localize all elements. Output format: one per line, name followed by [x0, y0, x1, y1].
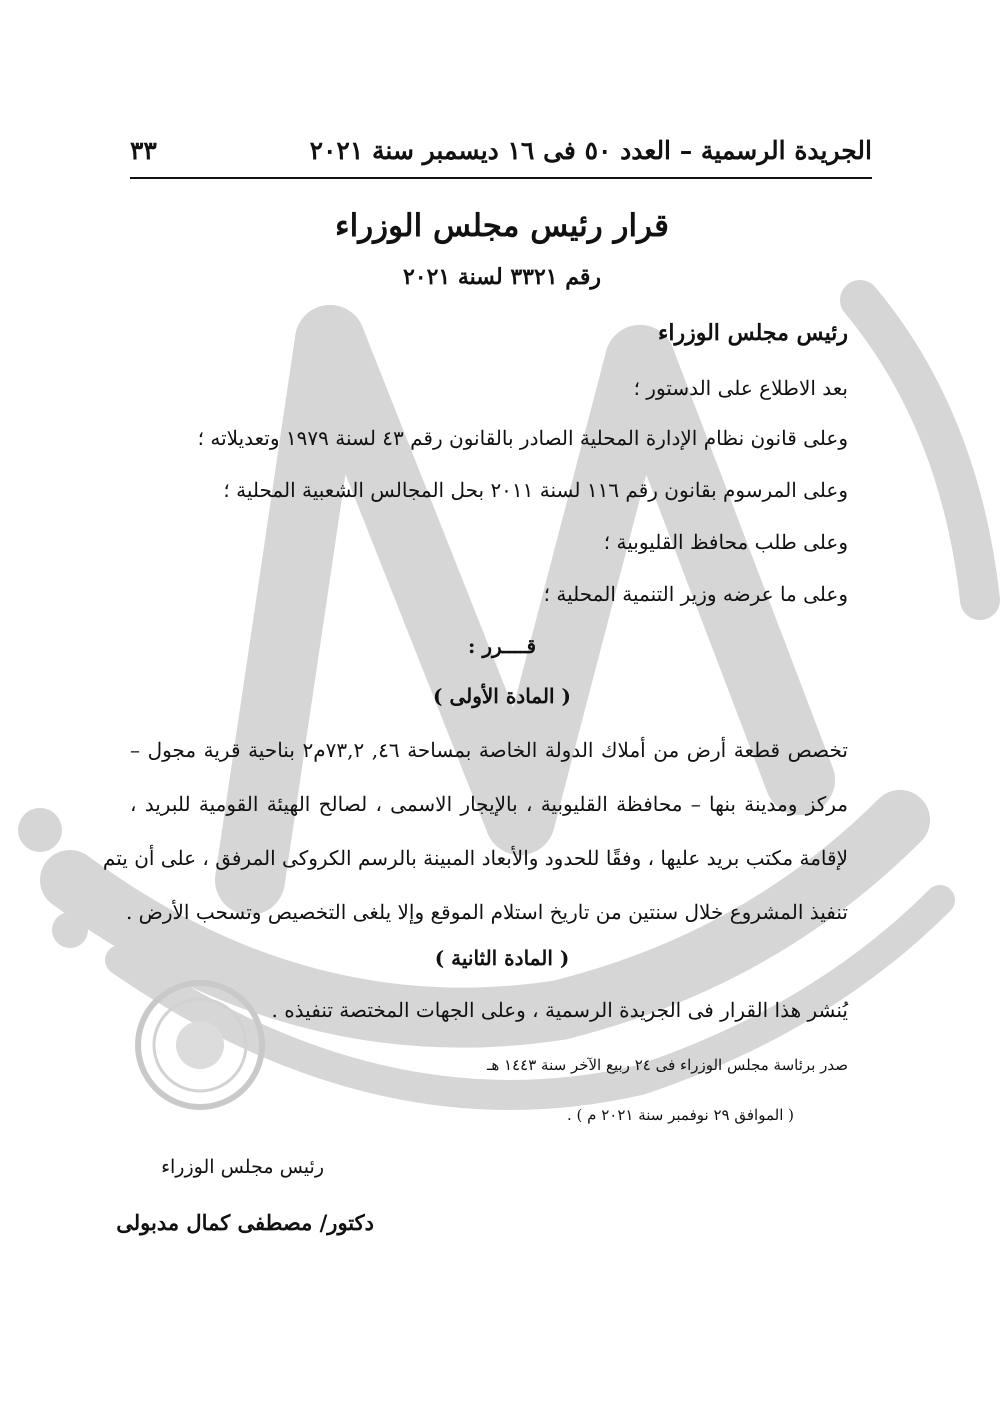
article-2-text: يُنشر هذا القرار فى الجريدة الرسمية ، وعلى الجهات المختصة تنفيذه . — [271, 998, 848, 1022]
issued-date-gregorian: ( الموافق ٢٩ نوفمبر سنة ٢٠٢١ م ) . — [567, 1106, 794, 1124]
preamble-line: وعلى طلب محافظ القليوبية ؛ — [603, 530, 848, 554]
decided-heading: قــــرر : — [467, 634, 537, 658]
header-divider — [130, 177, 872, 179]
signature-name: دكتور/ مصطفى كمال مدبولى — [116, 1210, 374, 1235]
issuer-heading: رئيس مجلس الوزراء — [658, 320, 848, 346]
header-title: الجريدة الرسمية – العدد ٥٠ فى ١٦ ديسمبر سنة ٢٠٢١ — [309, 135, 872, 165]
issued-date-hijri: صدر برئاسة مجلس الوزراء فى ٢٤ ربيع الآخر سنة ١٤٤٣ هـ — [486, 1056, 848, 1074]
preamble-line: وعلى ما عرضه وزير التنمية المحلية ؛ — [543, 582, 848, 606]
decree-title: قرار رئيس مجلس الوزراء — [335, 208, 669, 244]
decree-number: رقم ٣٣٢١ لسنة ٢٠٢١ — [402, 264, 602, 290]
preamble-line: بعد الاطلاع على الدستور ؛ — [633, 376, 848, 400]
signature-title: رئيس مجلس الوزراء — [161, 1156, 324, 1178]
gazette-header — [130, 128, 872, 172]
article-1-line: لإقامة مكتب بريد عليها ، وفقًا للحدود والأبعاد المبينة بالرسم الكروكى المرفق ، على أن يتم — [102, 846, 848, 870]
page-number: ٣٣ — [130, 135, 157, 165]
article-1-heading: ( المادة الأولى ) — [433, 684, 571, 708]
article-1-line: تنفيذ المشروع خلال سنتين من تاريخ استلام الموقع وإلا يلغى التخصيص وتسحب الأرض . — [125, 900, 848, 924]
article-1-line: مركز ومدينة بنها – محافظة القليوبية ، بالإيجار الاسمى ، لصالح الهيئة القومية للبريد ، — [130, 792, 848, 816]
article-1-line: تخصص قطعة أرض من أملاك الدولة الخاصة بمساحة ٤٦, ٧٣,٢م٢ بناحية قرية مجول – — [130, 738, 848, 762]
preamble-line: وعلى قانون نظام الإدارة المحلية الصادر بالقانون رقم ٤٣ لسنة ١٩٧٩ وتعديلاته ؛ — [197, 426, 848, 450]
article-2-heading: ( المادة الثانية ) — [434, 946, 570, 970]
preamble-line: وعلى المرسوم بقانون رقم ١١٦ لسنة ٢٠١١ بحل المجالس الشعبية المحلية ؛ — [223, 478, 848, 502]
